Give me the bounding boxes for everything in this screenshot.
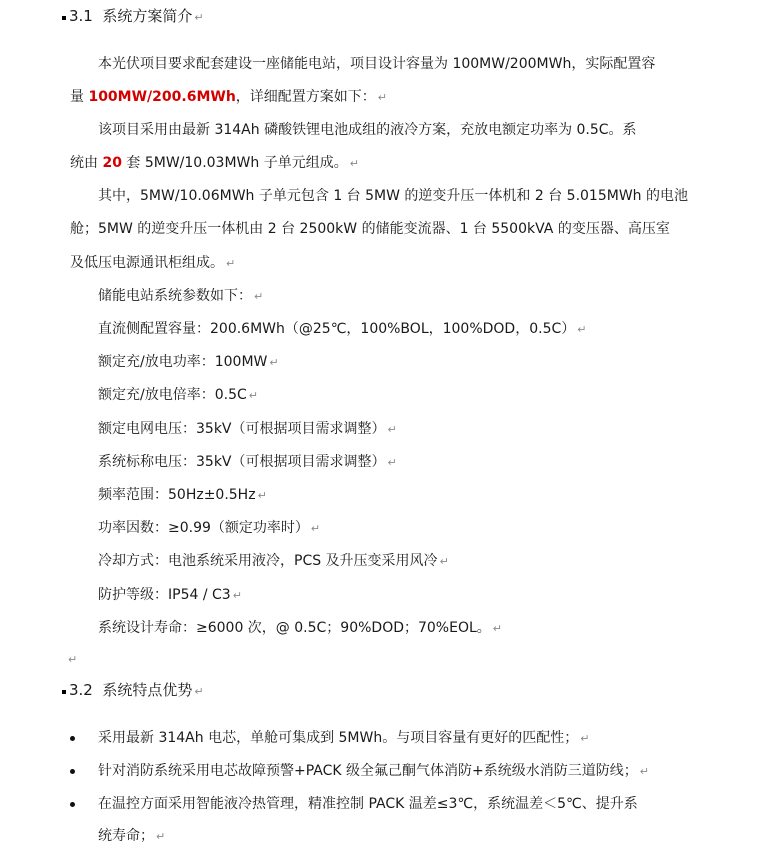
text-span: 系统设计寿命：≥6000 次，@ 0.5C；90%DOD；70%EOL。 <box>98 620 491 636</box>
section-number: 3.2 <box>69 681 93 699</box>
heading-bullet-icon <box>62 690 66 694</box>
paragraph-3-line-2: 舱；5MW 的逆变升压一体机由 2 台 2500kW 的储能变流器、1 台 5500kVA 的变压器、高压室 <box>70 221 670 237</box>
section-title: 系统方案简介 <box>102 7 193 25</box>
text-span: 额定充/放电功率：100MW <box>98 354 268 370</box>
paragraph-mark-icon: ↵ <box>310 522 321 535</box>
paragraph-mark-icon: ↵ <box>156 830 166 843</box>
text-span: 采用最新 314Ah 电芯，单舱可集成到 5MWh。与项目容量有更好的匹配性； <box>98 730 579 746</box>
paragraph-mark-icon: ↵ <box>580 732 590 745</box>
paragraph-mark-icon: ↵ <box>257 489 267 502</box>
params-intro <box>98 286 263 307</box>
paragraph-1-line-2 <box>70 87 387 108</box>
text-span: 量 <box>70 89 89 105</box>
bullet-dot-icon <box>70 736 75 741</box>
list-item: 在温控方面采用智能液冷热管理，精准控制 PACK 温差≤3℃，系统温差＜5℃、提升系 <box>98 796 638 812</box>
section-number: 3.1 <box>69 7 93 25</box>
paragraph-1-line-1: 本光伏项目要求配套建设一座储能电站，项目设计容量为 100MW/200MWh，实际配置容 <box>98 56 656 72</box>
text-span: 直流侧配置容量：200.6MWh（@25℃，100%BOL，100%DOD，0.5C） <box>98 321 576 337</box>
param-item <box>98 518 320 539</box>
param-item <box>98 319 586 340</box>
text-span: 储能电站系统参数如下： <box>98 288 252 304</box>
text-span: 套 5MW/10.03MWh 子单元组成。 <box>121 155 348 171</box>
param-item <box>98 385 258 406</box>
bullet-dot-icon <box>70 802 75 807</box>
paragraph-3-line-1: 其中，5MW/10.06MWh 子单元包含 1 台 5MW 的逆变升压一体机和 2 台 5.015MWh 的电池 <box>98 188 688 204</box>
paragraph-mark-icon: ↵ <box>194 11 204 24</box>
paragraph-mark-icon: ↵ <box>577 323 587 336</box>
paragraph-mark-icon: ↵ <box>439 555 449 568</box>
param-item <box>98 419 397 440</box>
text-span: 统由 <box>70 155 103 171</box>
paragraph-mark-icon: ↵ <box>639 765 649 778</box>
list-item-continuation <box>98 826 165 847</box>
text-span: 系统标称电压：35kV（可根据项目需求调整） <box>98 454 386 470</box>
bullet-dot-icon <box>70 769 75 774</box>
param-item <box>98 551 449 572</box>
heading-bullet-icon <box>62 16 66 20</box>
paragraph-2-line-2 <box>70 153 359 174</box>
paragraph-mark-icon: ↵ <box>492 622 502 635</box>
text-span: 功率因数：≥0.99（额定功率时） <box>98 520 309 536</box>
section-heading-3-1 <box>62 6 204 28</box>
empty-paragraph <box>66 649 77 670</box>
text-span: 额定充/放电倍率：0.5C <box>98 387 247 403</box>
paragraph-mark-icon: ↵ <box>232 589 242 602</box>
paragraph-mark-icon: ↵ <box>248 389 258 402</box>
paragraph-2-line-1: 该项目采用由最新 314Ah 磷酸铁锂电池成组的液冷方案，充放电额定功率为 0.5C。系 <box>98 122 637 138</box>
highlight-unit-count: 20 <box>102 155 122 171</box>
highlight-capacity: 100MW/200.6MWh <box>88 89 236 105</box>
text-span: 冷却方式：电池系统采用液冷，PCS 及升压变采用风冷 <box>98 553 438 569</box>
paragraph-mark-icon: ↵ <box>226 257 236 270</box>
text-span: 及低压电源通讯柜组成。 <box>70 255 224 271</box>
text-span: 额定电网电压：35kV（可根据项目需求调整） <box>98 421 386 437</box>
text-span: 频率范围：50Hz±0.5Hz <box>98 487 256 503</box>
paragraph-mark-icon: ↵ <box>254 290 264 303</box>
paragraph-mark-icon: ↵ <box>377 91 388 104</box>
paragraph-mark-icon: ↵ <box>387 456 397 469</box>
paragraph-mark-icon: ↵ <box>349 157 359 170</box>
param-item <box>98 485 267 506</box>
text-span: ，详细配置方案如下： <box>235 89 376 105</box>
text-span: 统寿命； <box>98 828 154 844</box>
section-heading-3-2 <box>62 680 204 702</box>
section-title: 系统特点优势 <box>102 681 193 699</box>
param-item <box>98 352 279 373</box>
param-item <box>98 452 397 473</box>
text-span: 防护等级：IP54 / C3 <box>98 587 231 603</box>
param-item <box>98 618 502 639</box>
paragraph-mark-icon: ↵ <box>68 653 78 666</box>
paragraph-mark-icon: ↵ <box>387 423 397 436</box>
list-item <box>98 728 589 749</box>
paragraph-3-line-3 <box>70 253 235 274</box>
paragraph-mark-icon: ↵ <box>194 685 204 698</box>
list-item <box>98 761 649 782</box>
text-span: 针对消防系统采用电芯故障预警+PACK 级全氟己酮气体消防+系统级水消防三道防线； <box>98 763 638 779</box>
param-item <box>98 585 242 606</box>
paragraph-mark-icon: ↵ <box>269 356 279 369</box>
